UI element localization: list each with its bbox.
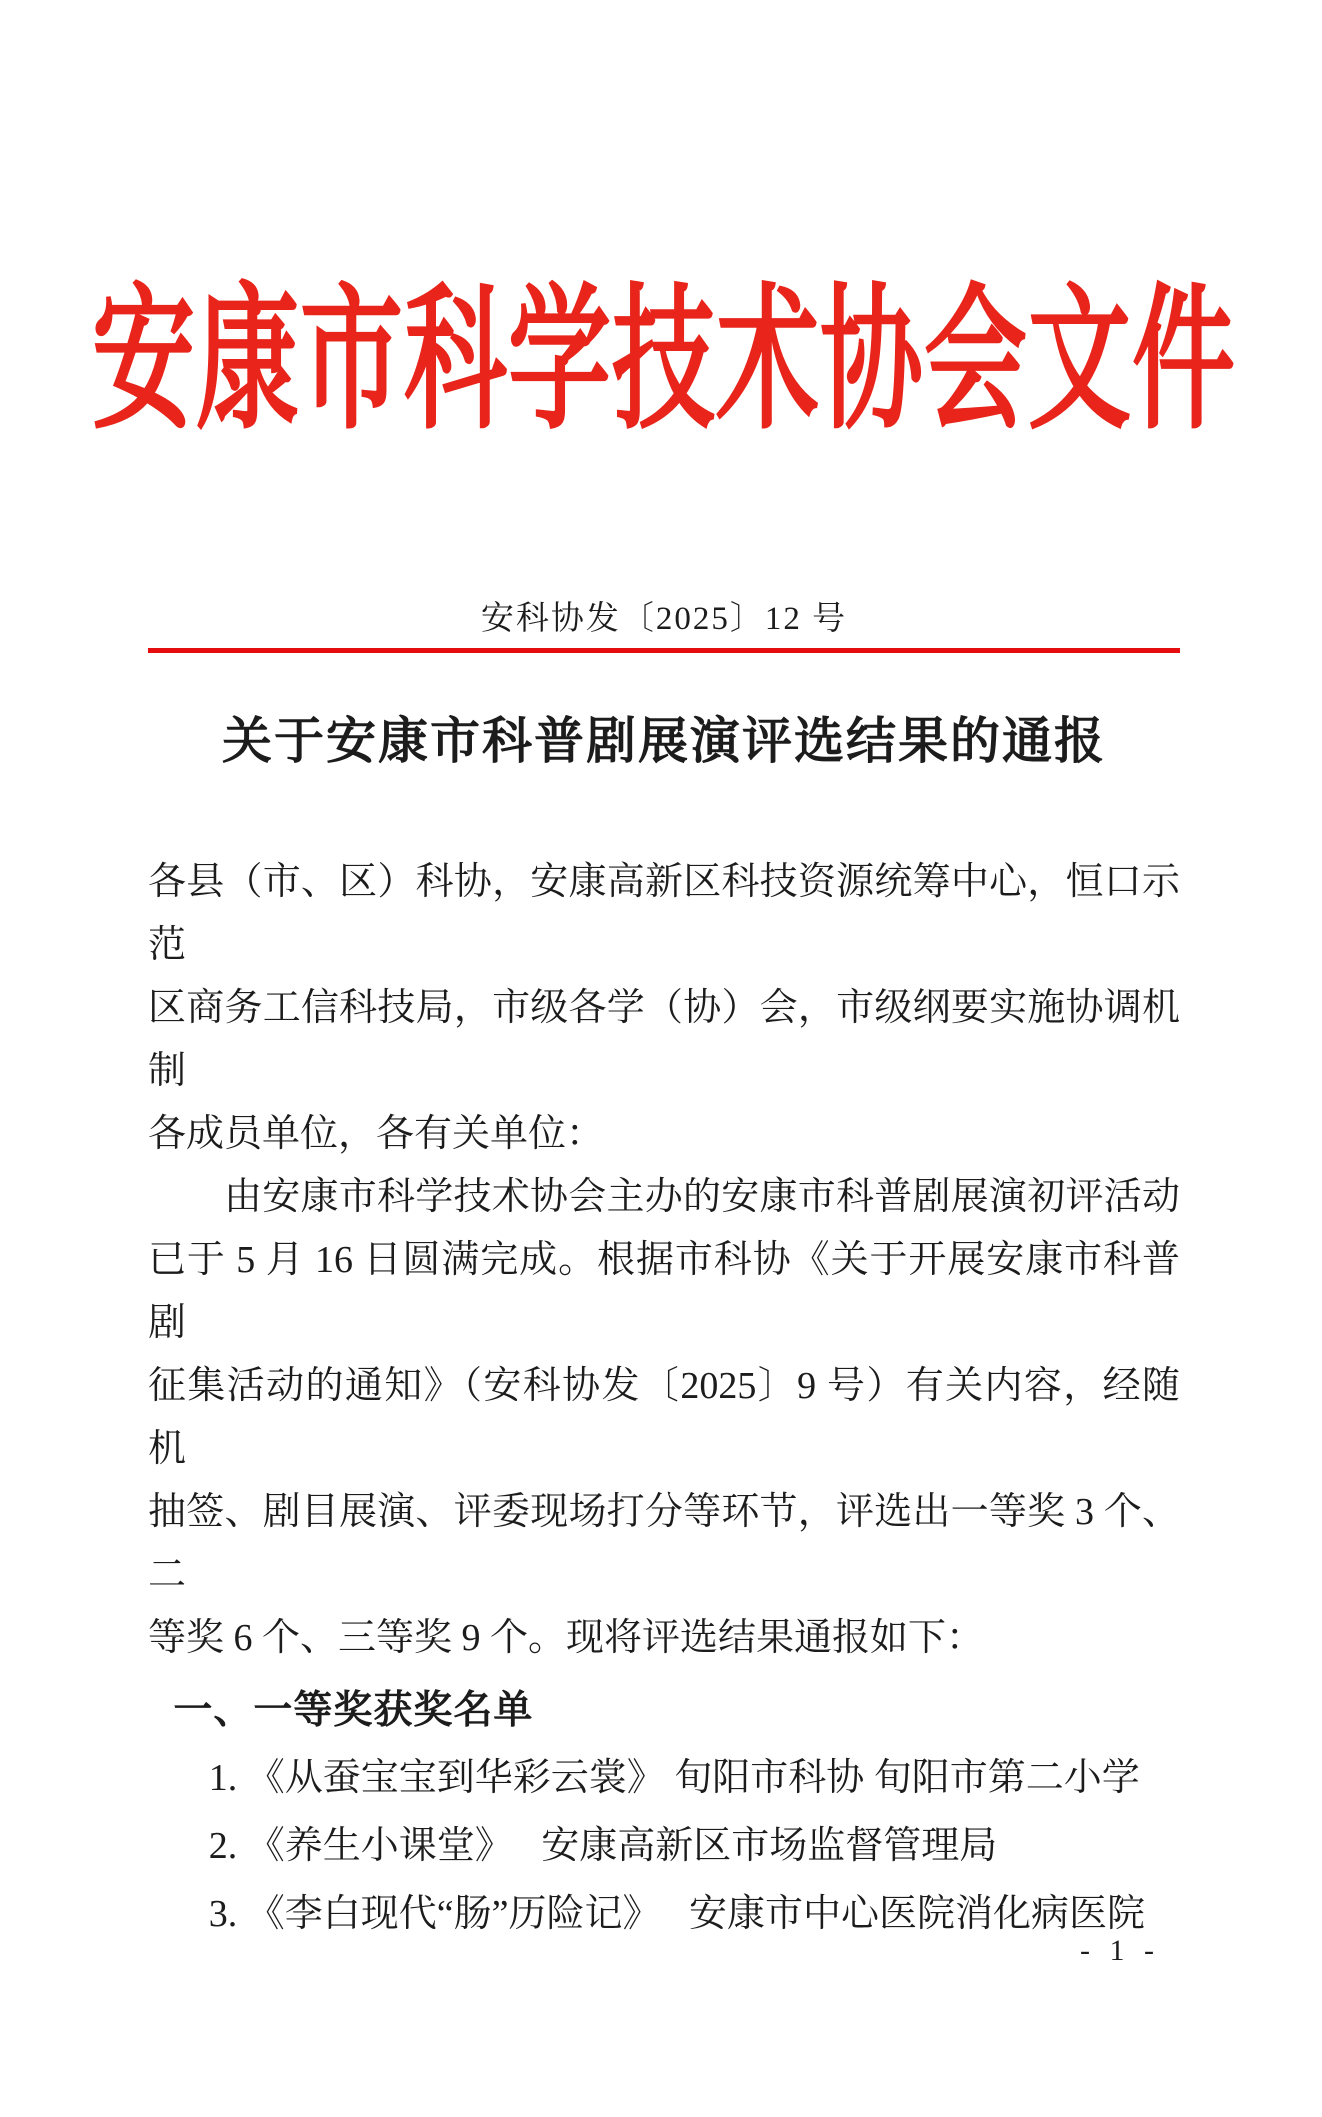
recipient-line: 各县（市、区）科协，安康高新区科技资源统筹中心，恒口示范	[148, 861, 1180, 966]
page-number: - 1 -	[1080, 1934, 1160, 1967]
doc-number: 安科协发〔2025〕12 号	[480, 601, 848, 637]
section-heading-first-prize: 一、一等奖获奖名单	[173, 1689, 534, 1732]
red-divider-line	[148, 648, 1180, 653]
document-title: 关于安康市科普剧展演评选结果的通报	[222, 713, 1106, 769]
body-line: 等奖 6 个、三等奖 9 个。现将评选结果通报如下：	[148, 1617, 985, 1659]
body-line: 抽签、剧目展演、评委现场打分等环节，评选出一等奖 3 个、二	[148, 1491, 1180, 1596]
award-item: 2. 《养生小课堂》 安康高新区市场监督管理局	[208, 1825, 998, 1867]
recipient-line: 各成员单位，各有关单位：	[148, 1113, 605, 1155]
letterhead	[92, 246, 1236, 449]
body-line: 征集活动的通知》（安科协发〔2025〕9 号）有关内容，经随机	[148, 1365, 1180, 1470]
award-item: 1. 《从蚕宝宝到华彩云裳》 旬阳市科协 旬阳市第二小学	[208, 1757, 1140, 1799]
document-page	[0, 246, 1322, 2117]
document-body	[148, 851, 1180, 1948]
org-title: 安康市科学技术协会文件	[92, 275, 1236, 449]
body-line: 已于 5 月 16 日圆满完成。根据市科协《关于开展安康市科普剧	[148, 1239, 1180, 1344]
award-item: 3. 《李白现代“肠”历险记》 安康市中心医院消化病医院	[208, 1893, 1146, 1935]
body-line: 由安康市科学技术协会主办的安康市科普剧展演初评活动	[224, 1176, 1180, 1218]
recipient-line: 区商务工信科技局，市级各学（协）会，市级纲要实施协调机制	[148, 987, 1180, 1092]
